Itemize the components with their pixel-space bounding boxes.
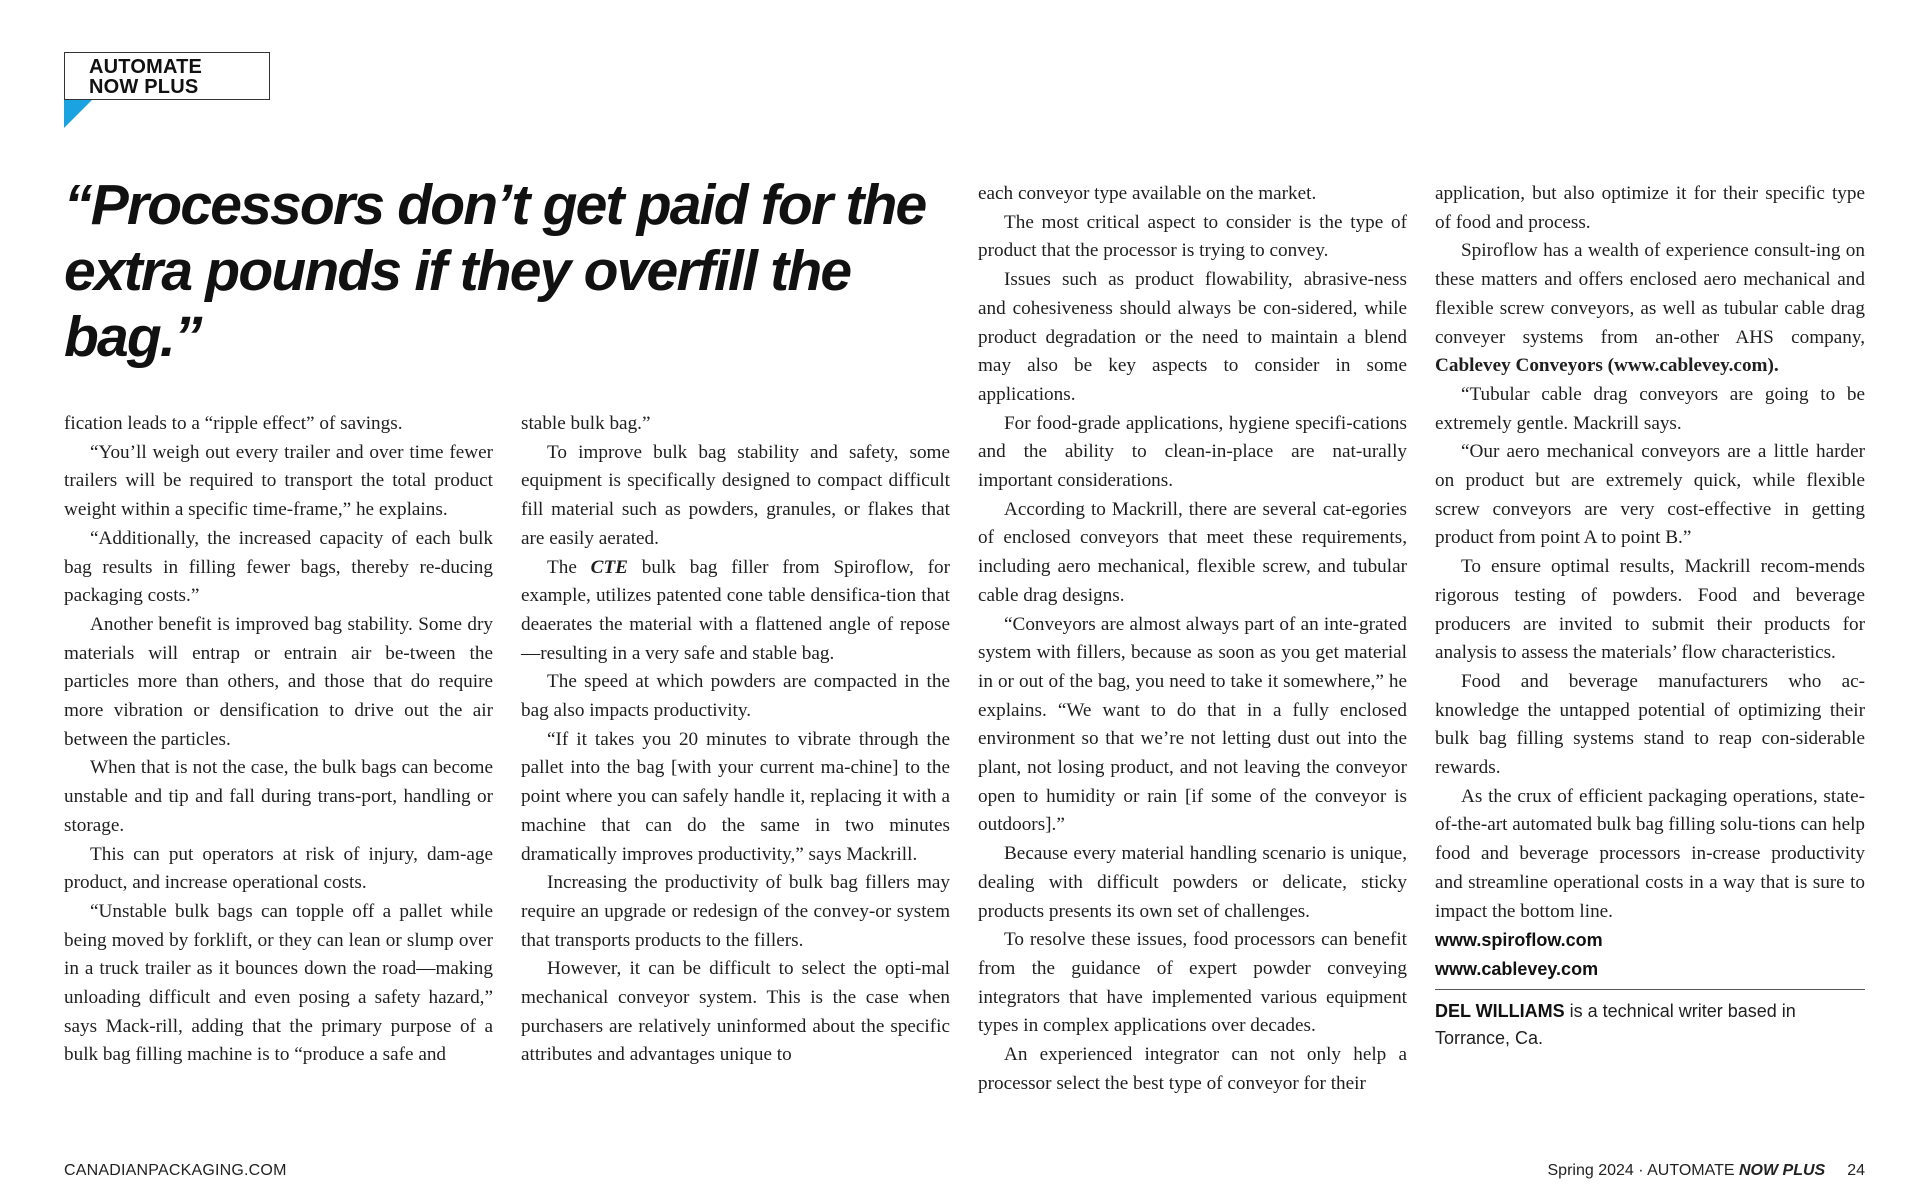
section-badge [64, 52, 270, 100]
paragraph [1435, 237, 1865, 381]
paragraph: To improve bulk bag stability and safety, some equipment is specifically designed to compact difficult fill material such as powders, granules, or flakes that are easily aerated. [521, 441, 950, 549]
article-column-4 [1435, 180, 1865, 1052]
paragraph: The speed at which powders are compacted in the bag also impacts productivity. [521, 671, 950, 722]
paragraph: To resolve these issues, food processors can benefit from the guidance of expert powder conveying integrators that have implemented various equipment types in complex applications over decades. [978, 929, 1407, 1037]
paragraph: “Our aero mechanical conveyors are a little harder on product but are extremely quick, while flexible screw conveyors are very cost-effective in getting product from point A to point B.” [1435, 441, 1865, 549]
section-badge-corner [64, 100, 92, 128]
paragraph: An experienced integrator can not only help a processor select the best type of conveyor for their [978, 1044, 1407, 1094]
paragraph: “If it takes you 20 minutes to vibrate through the pallet into the bag [with your current ma-chine] to the point where you can safely handle it, replacing it with a machine that can do the same in two minutes dramatically improves productivity,” says Mackrill. [521, 728, 950, 865]
article-column-2 [521, 410, 950, 1070]
company-reference: Cablevey Conveyors (www.cablevey.com). [1435, 355, 1779, 377]
pull-quote: “Processors don’t get paid for the extra pounds if they overfill the bag.” [64, 173, 926, 369]
footer-issue: Spring 2024 · AUTOMATE [1547, 1162, 1739, 1179]
paragraph-text: Spiroflow has a wealth of experience consult-ing on these matters and offers enclosed aero mechanical and flexible screw conveyors, as well as tubular cable drag conveyer systems from an-other AHS company, [1435, 240, 1865, 348]
paragraph-text: The [547, 556, 591, 578]
product-name: CTE [590, 556, 628, 578]
paragraph: Food and beverage manufacturers who ac-knowledge the untapped potential of optimizing their bulk bag filling systems stand to reap con-siderable rewards. [1435, 670, 1865, 779]
author-bio-text: is a technical writer based in Torrance, Ca. [1435, 1000, 1796, 1048]
section-badge-label: AUTOMATE NOW PLUS [89, 56, 203, 98]
paragraph: The most critical aspect to consider is the type of product that the processor is trying to convey. [978, 211, 1407, 262]
paragraph: application, but also optimize it for their specific type of food and process. [1435, 183, 1865, 233]
paragraph: Issues such as product flowability, abrasive-ness and cohesiveness should always be con-sidered, while product degradation or the need to maintain a blend may also be key aspects to consider in some applications. [978, 269, 1407, 405]
spiroflow-link[interactable]: www.spiroflow.com [1435, 930, 1603, 951]
footer-issue-info [1548, 1162, 1866, 1180]
page-number: 24 [1847, 1162, 1865, 1179]
footer-website[interactable]: CANADIANPACKAGING.COM [64, 1162, 287, 1179]
paragraph: This can put operators at risk of injury, dam-age product, and increase operational costs. [64, 843, 493, 894]
paragraph: each conveyor type available on the market. [978, 183, 1317, 204]
paragraph: stable bulk bag.” [521, 413, 651, 434]
footer-brand: NOW PLUS [1738, 1162, 1826, 1179]
paragraph: “Conveyors are almost always part of an inte-grated system with fillers, because as soon as you get material in or out of the bag, you need to take it somewhere,” he explains. “We want to do that in a fully enclosed environment so that we’re not letting dust out into the plant, not losing product, and not leaving the conveyor open to humidity or rain [if some of the conveyor is outdoors].” [978, 613, 1407, 836]
paragraph: “Tubular cable drag conveyors are going to be extremely gentle. Mackrill says. [1435, 383, 1865, 434]
paragraph: Another benefit is improved bag stability. Some dry materials will entrap or entrain air be-tween the particles more than others, and those that do require more vibration or densification to drive out the air between the particles. [64, 613, 493, 750]
paragraph: To ensure optimal results, Mackrill recom-mends rigorous testing of powders. Food and beverage producers are invited to submit their products for analysis to assess the materials’ flow characteristics. [1435, 556, 1865, 664]
author-name: DEL WILLIAMS [1435, 1000, 1565, 1021]
paragraph: “You’ll weigh out every trailer and over time fewer trailers will be required to transport the total product weight within a specific time-frame,” he explains. [64, 441, 493, 521]
cablevey-link[interactable]: www.cablevey.com [1435, 958, 1599, 979]
paragraph: Increasing the productivity of bulk bag fillers may require an upgrade or redesign of the convey-or system that transports products to the fillers. [521, 872, 950, 951]
paragraph [521, 554, 950, 669]
paragraph: As the crux of efficient packaging operations, state-of-the-art automated bulk bag filling solu-tions can help food and beverage processors in-crease productivity and streamline operational costs in a way that is sure to impact the bottom line. [1435, 785, 1866, 922]
article-column-3 [978, 180, 1407, 1099]
paragraph: Because every material handling scenario is unique, dealing with difficult powders or delicate, sticky products presents its own set of challenges. [978, 843, 1407, 922]
bio-divider [1435, 989, 1865, 990]
paragraph: “Additionally, the increased capacity of each bulk bag results in filling fewer bags, thereby re-ducing packaging costs.” [64, 527, 493, 607]
paragraph: When that is not the case, the bulk bags can become unstable and tip and fall during trans-port, handling or storage. [64, 757, 493, 836]
paragraph: However, it can be difficult to select the opti-mal mechanical conveyor system. This is the case when purchasers are relatively uninformed about the specific attributes and advantages unique to [521, 958, 950, 1066]
paragraph-text: bulk bag filler from Spiroflow, for example, utilizes patented cone table densifica-tion that deaerates the material with a flattened angle of repose—resulting in a very safe and stable bag. [521, 556, 950, 664]
paragraph: For food-grade applications, hygiene specifi-cations and the ability to clean-in-place are nat-urally important considerations. [978, 412, 1407, 492]
paragraph: According to Mackrill, there are several cat-egories of enclosed conveyors that meet these requirements, including aero mechanical, flexible screw, and tubular cable drag designs. [978, 498, 1407, 606]
paragraph: “Unstable bulk bags can topple off a pallet while being moved by forklift, or they can lean or slump over in a truck trailer as it bounces down the road—making unloading difficult and even posing a safety hazard,” says Mack-rill, adding that the primary purpose of a bulk bag filling machine is to “produce a safe and [64, 900, 493, 1066]
author-bio [1435, 998, 1865, 1052]
paragraph: fication leads to a “ripple effect” of savings. [64, 413, 403, 434]
article-column-1 [64, 410, 493, 1070]
